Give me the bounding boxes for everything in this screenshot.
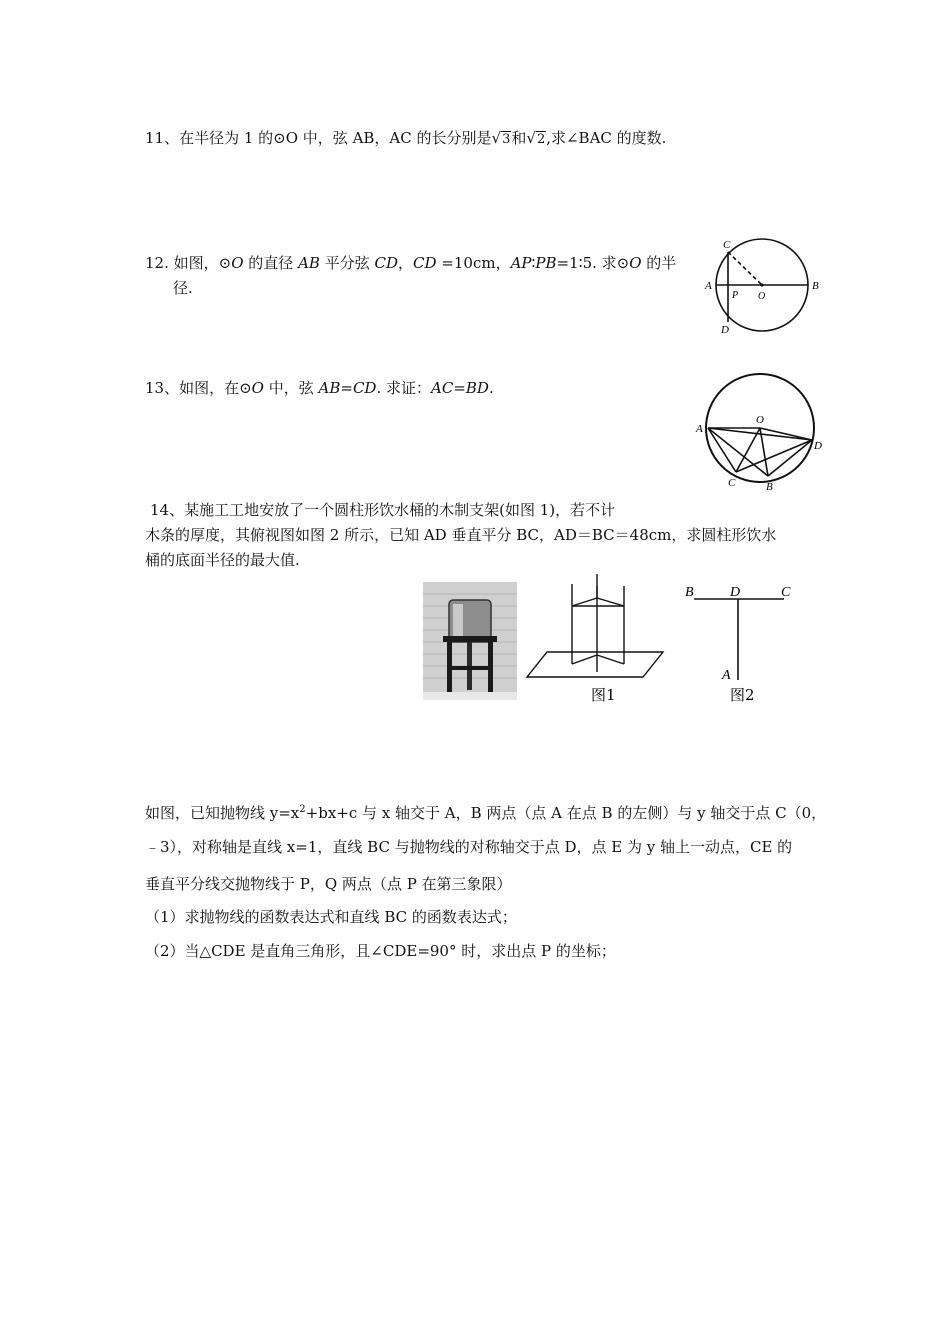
sqrt-3: √3 [491,129,511,147]
fig2-label-b: B [685,585,694,600]
q13-label-o: O [756,414,764,426]
fig1-caption: 图1 [591,686,616,704]
q13-label-d: D [814,440,822,452]
q12-label-a: A [705,280,712,292]
q12-circle-figure [700,236,830,336]
q11-prefix: 11、在半径为 1 的⊙O 中，弦 AB，AC 的长分别是 [145,129,492,147]
q13-chord-cd [736,440,812,472]
figure-2-top-view [680,580,805,706]
q13-label-c: C [728,477,736,489]
q12-label-p: P [732,290,739,301]
question-15-part-2: （2）当△CDE 是直角三角形，且∠CDE=90° 时，求出点 P 的坐标； [145,942,616,960]
q13-circle-figure [692,372,822,494]
question-14-line-2: 木条的厚度，其俯视图如图 2 所示，已知 AD 垂直平分 BC，AD＝BC＝48cm，求圆柱形饮水 [145,526,777,544]
question-15-line-3: 垂直平分线交抛物线于 P，Q 两点（点 P 在第三象限） [145,875,512,893]
bucket-stand-photo [423,582,517,700]
question-15-line-2: ﹣3），对称轴是直线 x=1，直线 BC 与抛物线的对称轴交于点 D，点 E 为 y 轴上一动点，CE 的 [145,838,793,856]
q11-mid: 和 [511,129,527,147]
question-14-line-1: 14、某施工工地安放了一个圆柱形饮水桶的木制支架(如图 1)，若不计 [150,501,616,519]
fig2-label-a: A [722,668,731,683]
question-12: 12. 如图，⊙O 的直径 AB 平分弦 CD，CD =10cm，AP∶PB=1∶5. 求⊙O 的半 [145,254,677,272]
q12-label-d: D [721,324,729,336]
q12-label-b: B [812,280,819,292]
fig2-label-c: C [781,585,791,600]
question-13: 13、如图，在⊙O 中，弦 AB=CD. 求证：AC=BD. [145,379,494,397]
fig2-caption: 图2 [730,686,755,704]
fig2-label-d: D [730,585,741,600]
q13-radius-od [760,428,812,440]
question-15-part-1: （1）求抛物线的函数表达式和直线 BC 的函数表达式； [145,908,517,926]
exponent-2: 2 [299,804,306,815]
q11-suffix: ,求∠BAC 的度数. [546,129,667,147]
question-14-line-3: 桶的底面半径的最大值. [145,551,300,569]
q12-dashed-radius [728,252,762,285]
q12-label-o: O [758,291,766,302]
q13-radius-oc [736,428,760,472]
question-15-line-1: 如图，已知抛物线 $y=x^2+bx+c$ 与 x 轴交于 A，B 两点（点 A 在点 B 的左侧）与 y 轴交于点 C（0， [145,804,827,822]
figure-1-frame [525,572,665,707]
question-12-line-2: 径. [173,279,193,297]
q12-label-c: C [723,239,731,251]
q12-center-dot [760,283,763,286]
question-11 [145,128,666,150]
sqrt-2: √2 [526,129,546,147]
q13-label-b: B [766,481,773,493]
q13-label-a: A [696,423,703,435]
